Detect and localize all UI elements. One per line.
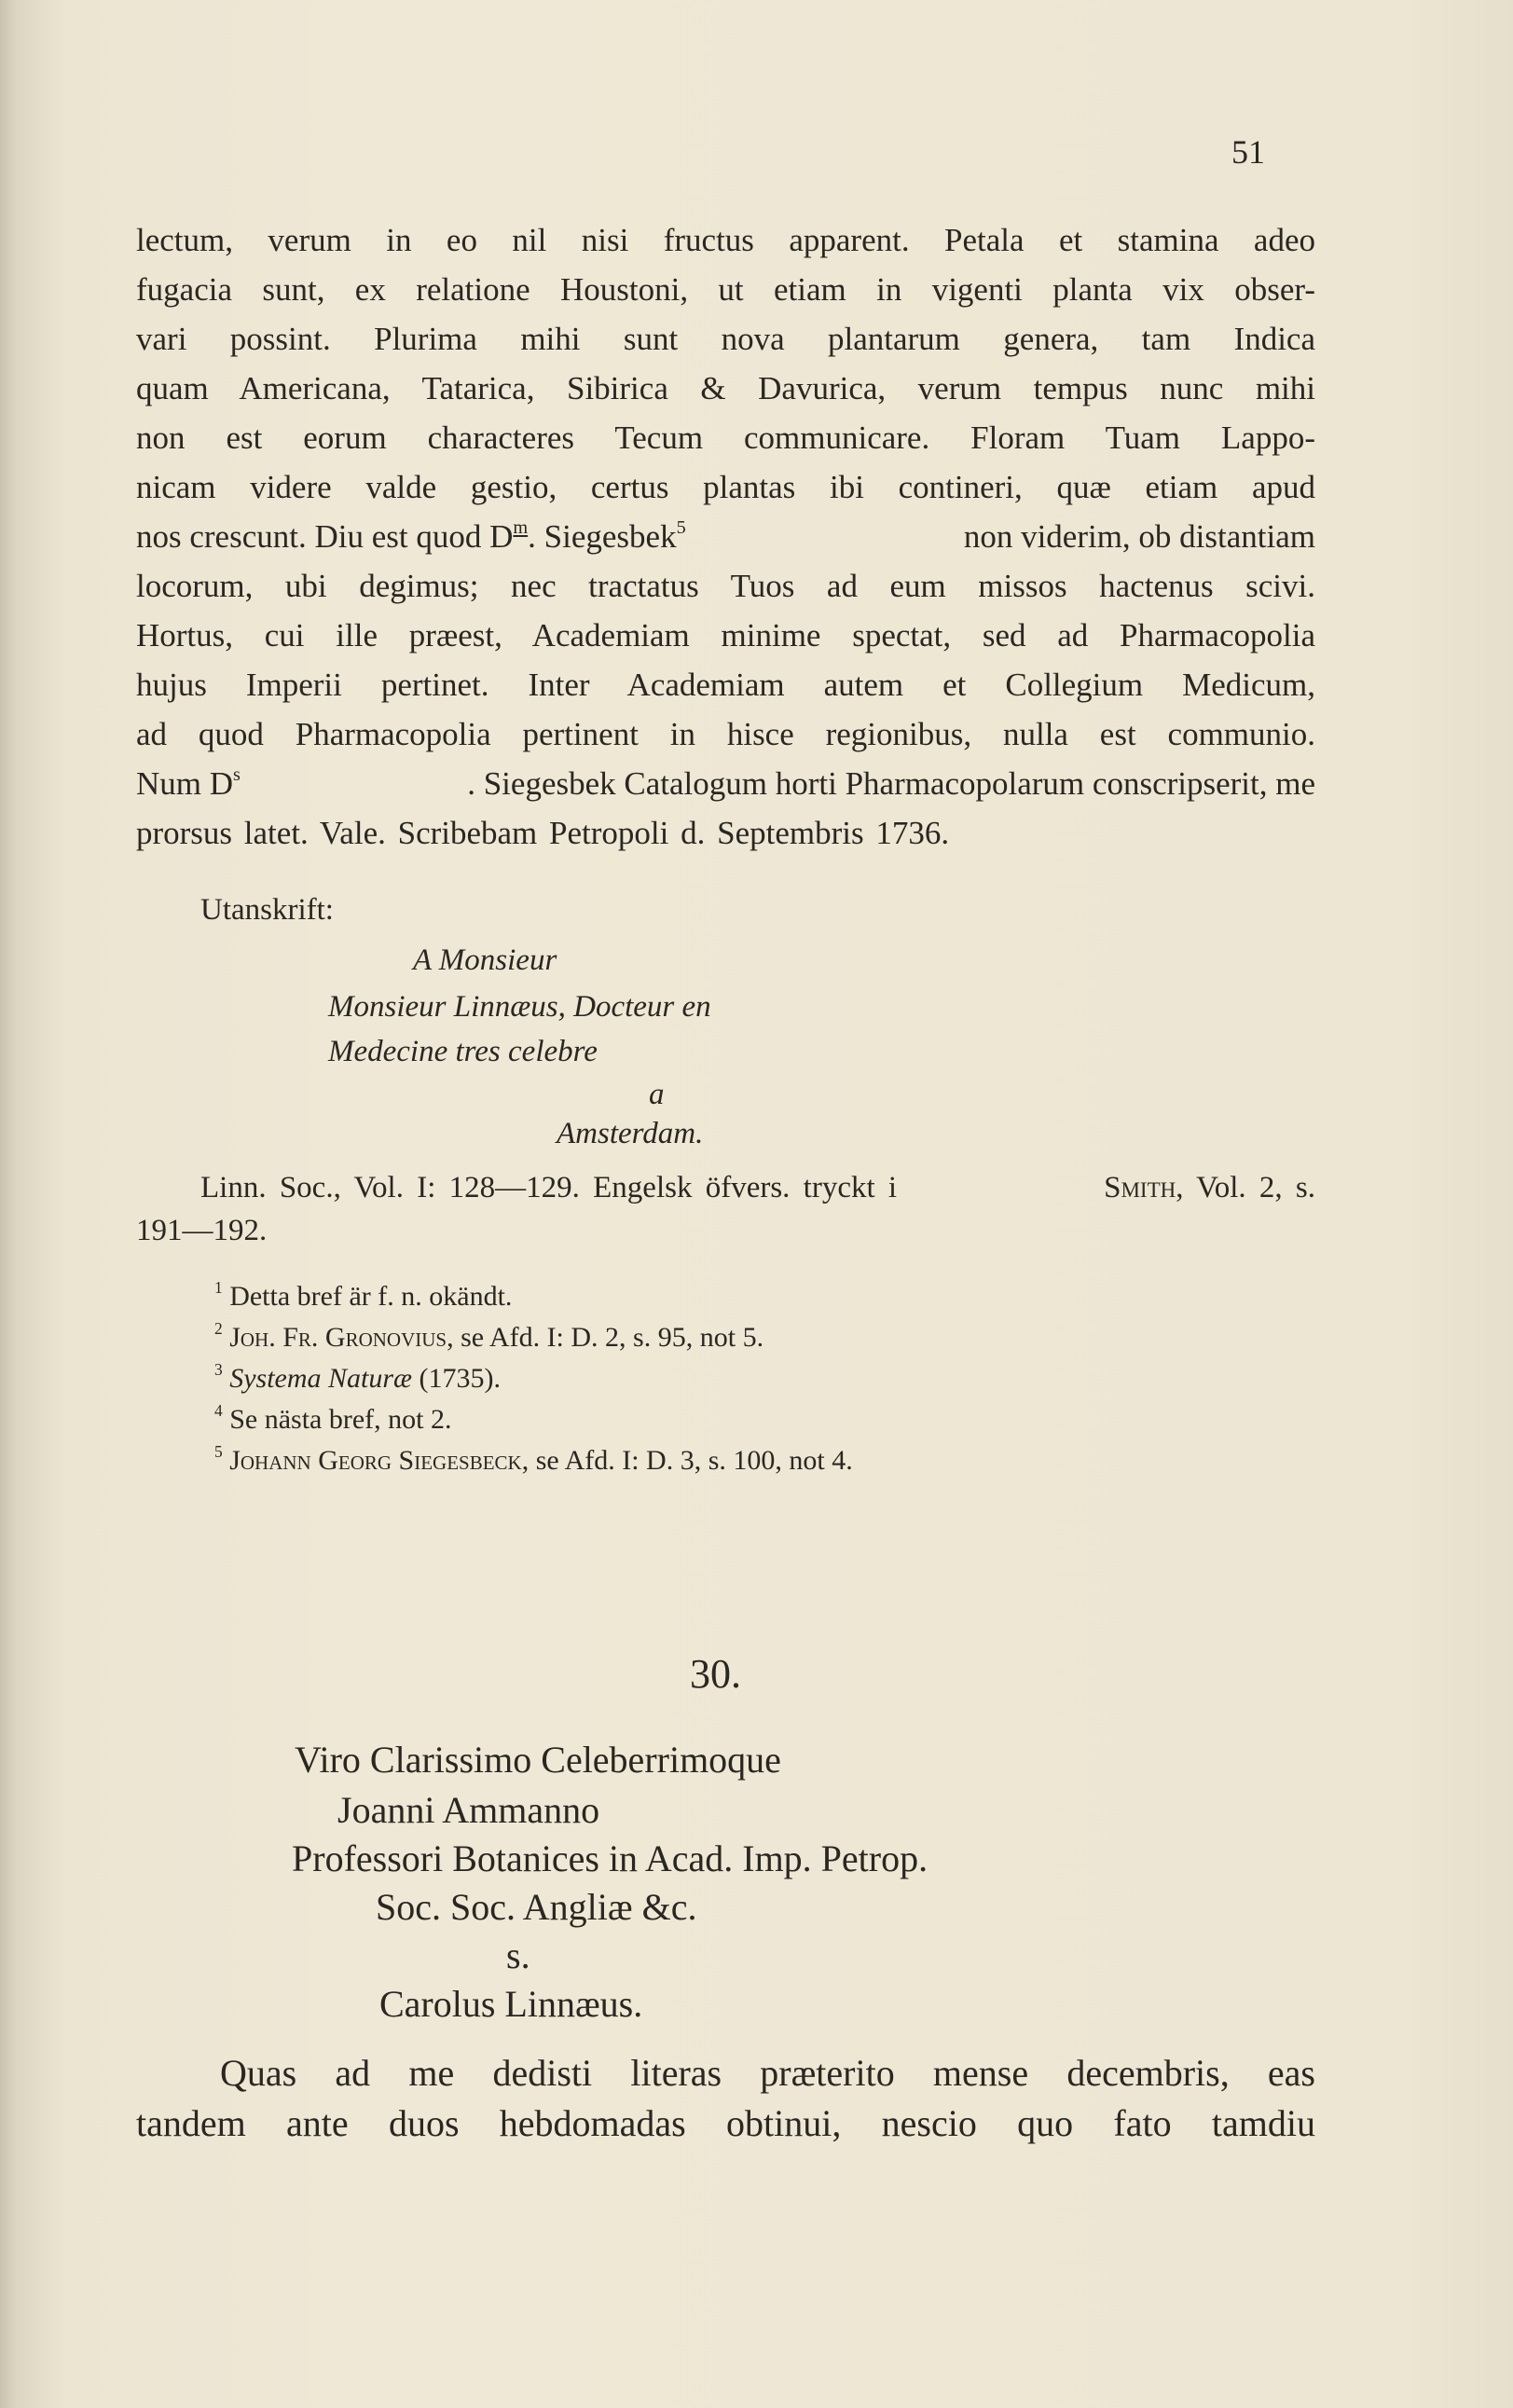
body-text: . Siegesbek Catalogum horti Pharmacopolarum conscripserit, me <box>467 765 1315 802</box>
address-line: Amsterdam. <box>557 1117 704 1150</box>
person-name: Johann Georg Siegesbeck <box>229 1445 522 1476</box>
body-line: prorsus latet. Vale. Scribebam Petropoli d. Septembris 1736. <box>136 815 950 851</box>
footnote <box>214 1319 764 1354</box>
footnote <box>214 1360 502 1395</box>
footnote-number: 4 <box>214 1401 223 1421</box>
body-line <box>136 765 1315 803</box>
superscript: m <box>513 517 529 539</box>
salutation-line: s. <box>506 1934 530 1976</box>
footnote <box>214 1278 513 1313</box>
source-text: , Vol. 2, s. <box>1176 1171 1315 1204</box>
footnote-number: 2 <box>214 1319 223 1339</box>
body-line: nicam videre valde gestio, certus plantas ibi contineri, quæ etiam apud <box>136 469 1315 505</box>
body-line: ad quod Pharmacopolia pertinent in hisce regionibus, nulla est communio. <box>136 716 1315 752</box>
body-line: Hortus, cui ille præest, Academiam minime spectat, sed ad Pharmacopolia <box>136 617 1315 654</box>
footnote <box>214 1442 853 1477</box>
salutation-line: Viro Clarissimo Celeberrimoque <box>295 1739 781 1781</box>
body-line: tandem ante duos hebdomadas obtinui, nescio quo fato tamdiu <box>136 2102 1315 2144</box>
person-name: Joh. Fr. Gronovius <box>229 1322 447 1353</box>
body-text: non viderim, ob distantiam <box>963 518 1315 555</box>
letter-number: 30. <box>690 1651 741 1697</box>
salutation-line: Carolus Linnæus. <box>379 1983 643 2025</box>
salutation-line: Soc. Soc. Angliæ &c. <box>376 1886 697 1928</box>
body-text: nos crescunt. Diu est quod D <box>136 518 514 555</box>
body-line: locorum, ubi degimus; nec tractatus Tuos ad eum missos hactenus scivi. <box>136 568 1315 604</box>
salutation-line: Professori Botanices in Acad. Imp. Petrop. <box>292 1837 928 1879</box>
address-heading: Utanskrift: <box>200 893 334 927</box>
source-line <box>200 1171 1315 1205</box>
page-number: 51 <box>1231 133 1265 171</box>
footnote-text: , se Afd. I: D. 3, s. 100, not 4. <box>521 1445 853 1476</box>
author-name: Smith <box>1104 1171 1176 1204</box>
body-text: . Siegesbek <box>528 518 677 555</box>
address-line: a <box>649 1078 665 1111</box>
book-title: Systema Naturæ <box>229 1363 413 1394</box>
footnote-text: Detta bref är f. n. okändt. <box>229 1281 513 1312</box>
superscript: s <box>233 764 241 786</box>
footnote <box>214 1401 452 1436</box>
body-line: vari possint. Plurima mihi sunt nova plantarum genera, tam Indica <box>136 321 1315 357</box>
body-line: Quas ad me dedisti literas præterito mense decembris, eas <box>220 2052 1315 2094</box>
source-line: 191—192. <box>136 1214 268 1247</box>
footnote-text: (1735). <box>412 1363 502 1394</box>
body-line: hujus Imperii pertinet. Inter Academiam autem et Collegium Medicum, <box>136 667 1315 703</box>
body-line: non est eorum characteres Tecum communicare. Floram Tuam Lappo- <box>136 420 1315 456</box>
footnote-text: Se nästa bref, not 2. <box>229 1404 452 1435</box>
body-line: lectum, verum in eo nil nisi fructus apparent. Petala et stamina adeo <box>136 222 1315 258</box>
body-text: Num D <box>136 765 234 802</box>
salutation-line: Joanni Ammanno <box>337 1789 600 1831</box>
footnote-text: , se Afd. I: D. 2, s. 95, not 5. <box>447 1322 764 1353</box>
footnote-number: 1 <box>214 1278 223 1298</box>
footnote-ref: 5 <box>676 517 686 539</box>
source-text: Linn. Soc., Vol. I: 128—129. Engelsk öfvers. tryckt i <box>200 1171 898 1204</box>
footnote-number: 5 <box>214 1442 223 1462</box>
body-line: quam Americana, Tatarica, Sibirica & Davurica, verum tempus nunc mihi <box>136 370 1315 406</box>
body-line <box>136 518 1315 556</box>
body-line: fugacia sunt, ex relatione Houstoni, ut etiam in vigenti planta vix obser- <box>136 271 1315 308</box>
address-line: Medecine tres celebre <box>328 1035 598 1068</box>
address-line: Monsieur Linnæus, Docteur en <box>328 990 711 1024</box>
address-line: A Monsieur <box>413 943 557 977</box>
footnote-number: 3 <box>214 1360 223 1380</box>
